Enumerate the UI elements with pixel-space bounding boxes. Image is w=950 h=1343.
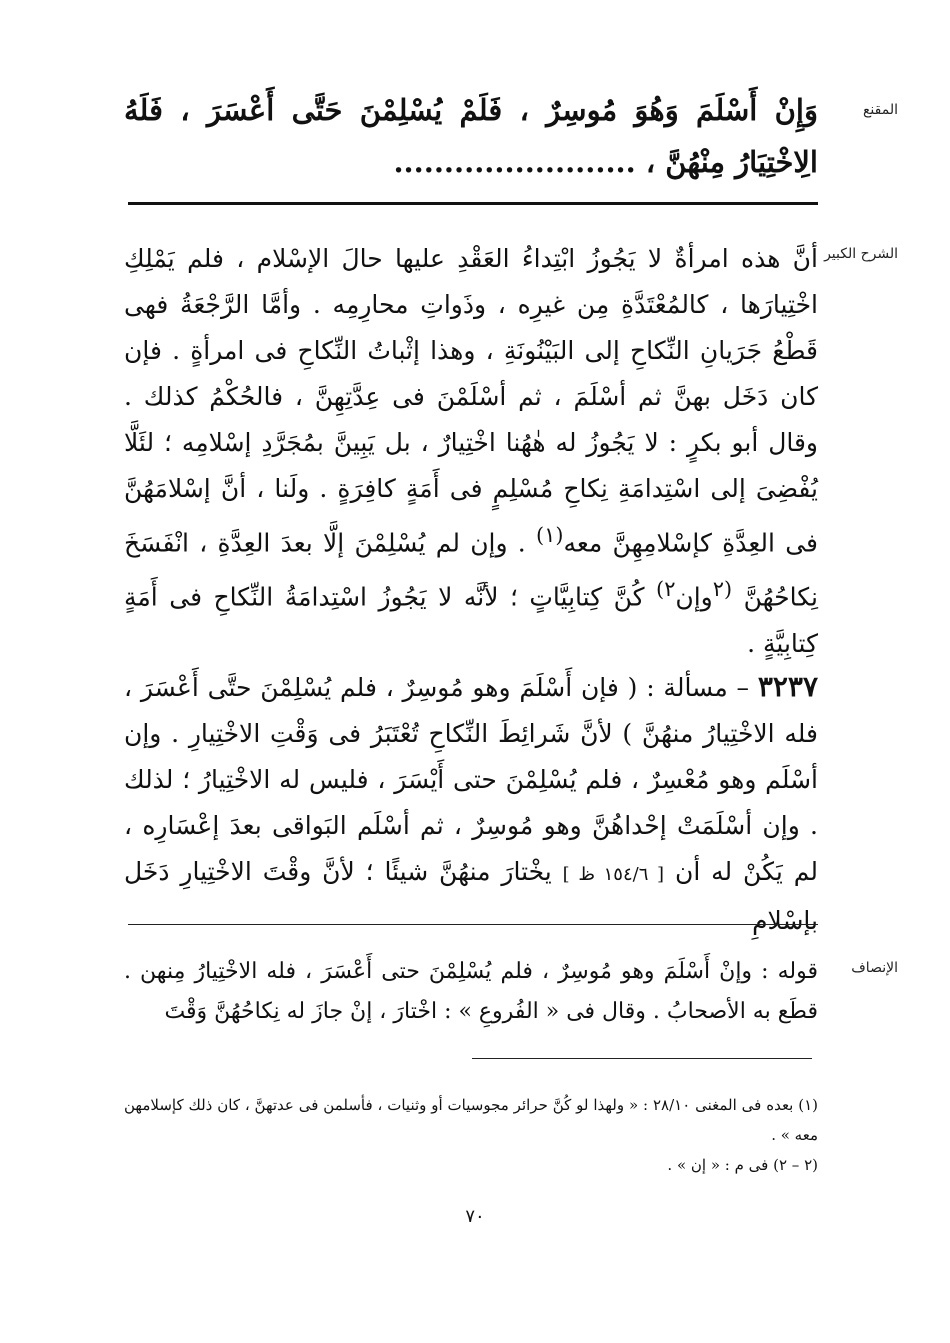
masala-text — [124, 664, 818, 944]
sharh-body-text-3: وإن — [675, 582, 713, 612]
insaf-paragraph: قوله : وإنْ أَسْلَمَ وهو مُوسِرٌ ، فلم يُسْلِمْنَ حتى أَعْسَرَ ، فله الاخْتِيارُ مِنهن . قطَع به الأصحابُ . وقال فى « الفُروعِ » : اخْتارَ ، إنْ جازَ له نِكاحُهُنَّ وَقْتَ — [124, 959, 818, 1024]
sharh-body-text-4: كُنَّ كِتابِيَّاتٍ ؛ لأنَّه لا يَجُوزُ اسْتِدامَةُ النِّكاحِ فى أَمَةٍ كِتابِيَّةٍ . — [124, 582, 818, 658]
sharh-text — [124, 236, 818, 667]
footnote-ref-2-open: (٢ — [712, 577, 733, 602]
masala-paragraph — [124, 664, 818, 944]
manuscript-folio-ref: [ ١٥٤/٦ ظ ] — [562, 864, 665, 885]
insaf-text — [124, 952, 818, 1032]
footnote-1: (١) بعده فى المغنى ٢٨/١٠ : « ولهذا لو كُنَّ حرائر مجوسيات أو وثنيات ، فأسلمن فى عدتهنَّ ، كان ذلك كإسلامهن معه » . — [124, 1096, 819, 1144]
masala-body-text-end: يخْتارَ منهُنَّ شيئًا ؛ لأنَّ وقْتَ الاخْتِيارِ دَخَل بإسْلامِ — [124, 857, 818, 935]
muqni-paragraph: وَإِنْ أَسْلَمَ وَهُوَ مُوسِرٌ ، فَلَمْ يُسْلِمْنَ حَتَّى أَعْسَرَ ، فَلَهُ الِاخْتِيَارُ مِنْهُنَّ ، ........................ — [124, 93, 818, 179]
footnote-2: (٢ – ٢) فى م : « إن » . — [667, 1156, 818, 1174]
masala-body-text: – مسألة : ( فإن أَسْلَمَ وهو مُوسِرٌ ، فلم يُسْلِمْنَ حتَّى أَعْسَرَ ، فله الاخْتِيارُ منهُنَّ ) لأنَّ شَرائِطَ النِّكاحِ تُعْتَبَرُ فى وَقْتِ الاخْتِيارِ . وإن أسْلَم وهو مُعْسِرٌ ، فلم يُسْلِمْنَ حتى أَيْسَرَ ، فليس له الاخْتِيارُ ؛ لذلك . وإن أسْلَمَتْ إحْداهُنَّ وهو مُوسِرٌ ، ثم أسْلَم البَواقى بعدَ إعْسَارِه ، لم يَكُنْ له أن — [124, 673, 818, 886]
sharh-body-text: أنَّ هذه امرأةٌ لا يَجُوزُ ابْتِداءُ العَقْدِ عليها حالَ الإسْلام ، فلم يَمْلِكِ اخْتِيارَها ، كالمُعْتَدَّةِ مِن غيرِه ، وذَواتِ محارِمِه . وأمَّا الرَّجْعَةُ فهى قَطْعُ جَرَيانِ النِّكاحِ إلى البَيْنُونَةِ ، وهذا إثْباتُ النِّكاحِ فى امرأةٍ . فإن كان دَخَل بهنَّ ثم أسْلَمَ ، ثم أسْلَمْنَ فى عِدَّتِهِنَّ ، فالحُكْمُ كذلك . وقال أبو بكرٍ : لا يَجُوزُ له هٰهُنا اخْتِيارٌ ، بل يَبِينَّ بمُجَرَّدِ إسْلامِه ؛ لئَلَّا يُفْضِىَ إلى اسْتِدامَةِ نِكاحِ مُسْلِمٍ فى أَمَةٍ كافِرَةٍ . ولَنا ، أنَّ إسْلامَهُنَّ فى العِدَّةِ كإسْلامِهِنَّ معه — [124, 244, 818, 558]
footnotes — [124, 1090, 818, 1180]
footnote-ref-1: (١) — [536, 523, 564, 547]
footnote-ref-2-close: ٢) — [656, 577, 676, 602]
page-number: ٧٠ — [465, 1206, 485, 1227]
muqni-text — [124, 84, 818, 188]
sharh-paragraph — [124, 236, 818, 667]
masala-number: ٣٢٣٧ — [757, 670, 818, 703]
footnote-divider — [472, 1058, 812, 1059]
section-divider-thick — [128, 202, 818, 205]
sharh-section-label: الشرح الكبير — [824, 246, 898, 262]
sharh-body-text-2: . وإن لم يُسْلِمْنَ إلَّا بعدَ العِدَّةِ ، انْفَسَخَ نِكاحُهُنَّ — [124, 528, 818, 612]
insaf-section-label: الإنصاف — [851, 960, 898, 976]
muqni-section-label: المقنع — [862, 102, 898, 118]
section-divider-thin — [128, 924, 818, 925]
